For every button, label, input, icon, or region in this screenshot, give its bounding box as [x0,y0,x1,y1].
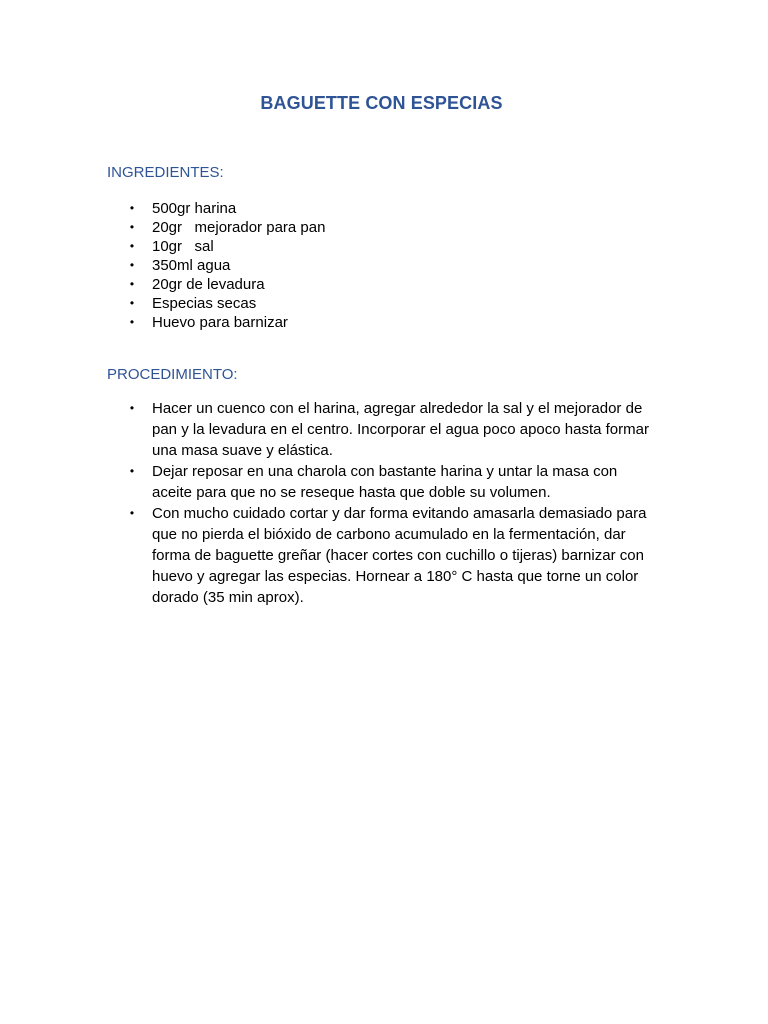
ingredient-item [0,199,652,218]
ingredient-text: 20gr mejorador para pan [152,219,326,236]
ingredient-text: 350ml agua [152,257,231,274]
ingredient-item [0,256,652,275]
bullet-icon: • [129,277,135,291]
ingredient-item [0,218,652,237]
ingredient-text: 10gr sal [152,238,214,255]
ingredients-list [0,199,652,332]
procedure-heading: PROCEDIMIENTO: [107,366,238,383]
bullet-icon: • [129,201,135,215]
procedure-step-text: Dejar reposar en una charola con bastante harina y untar la masa con aceite para que no se reseque hasta que doble su volumen. [152,463,618,501]
ingredients-heading: INGREDIENTES: [107,164,224,181]
ingredient-item [0,294,652,313]
ingredient-text: 500gr harina [152,200,237,217]
procedure-step [0,398,652,461]
bullet-icon: • [129,315,135,329]
bullet-icon: • [129,220,135,234]
bullet-icon: • [129,258,135,272]
ingredient-item [0,313,652,332]
bullet-icon: • [129,296,135,310]
bullet-icon: • [129,464,135,478]
bullet-icon: • [129,506,135,520]
procedure-step [0,461,652,503]
procedure-step-text: Hacer un cuenco con el harina, agregar alrededor la sal y el mejorador de pan y la levadura en el centro. Incorporar el agua poco apoco hasta formar una masa suave y elástica. [152,400,649,459]
ingredient-text: 20gr de levadura [152,276,265,293]
ingredient-text: Especias secas [152,295,257,312]
procedure-step [0,503,652,608]
ingredient-item [0,237,652,256]
bullet-icon: • [129,239,135,253]
ingredient-item [0,275,652,294]
bullet-icon: • [129,401,135,415]
procedure-step-text: Con mucho cuidado cortar y dar forma evitando amasarla demasiado para que no pierda el bióxido de carbono acumulado en la fermentación, dar forma de baguette greñar (hacer cortes con cuchillo o tijeras) barnizar con huevo y agregar las especias. Hornear a 180° C hasta que torne un color dorado (35 min aprox). [152,505,647,606]
procedure-list [0,398,652,608]
document-title: BAGUETTE CON ESPECIAS [260,93,503,113]
ingredient-text: Huevo para barnizar [152,314,288,331]
